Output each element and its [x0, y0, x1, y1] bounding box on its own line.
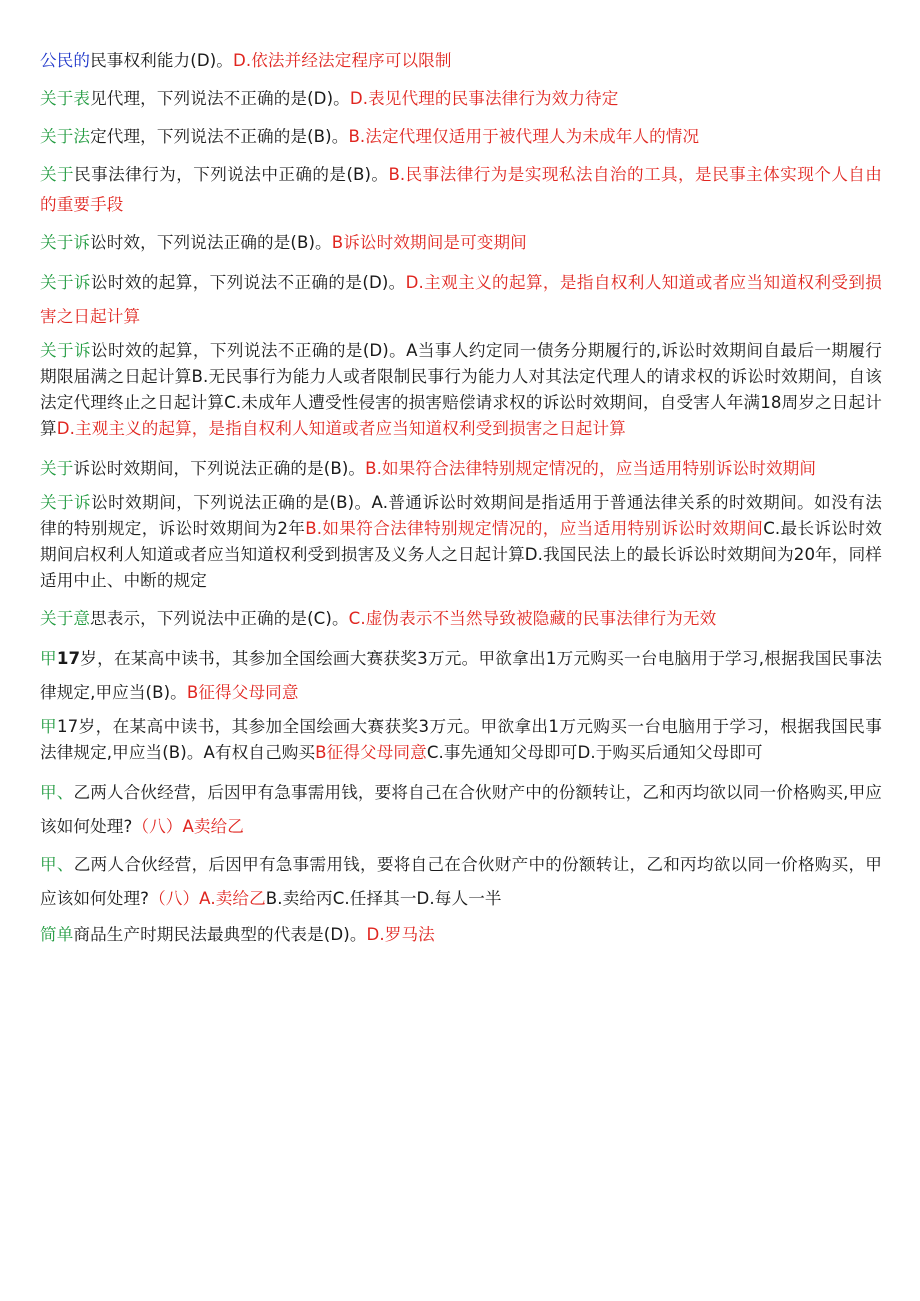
entry-tail: B.卖给丙C.任择其一D.每人一半 [265, 889, 502, 908]
entry-question: 讼时效，下列说法正确的是(B)。 [90, 233, 332, 252]
qa-entry [40, 452, 882, 486]
entry-answer: B.法定代理仅适用于被代理人为未成年人的情况 [348, 127, 700, 146]
entry-question: 乙两人合伙经营，后因甲有急事需用钱，要将自己在合伙财产中的份额转让，乙和丙均欲以同一价格购买,甲应该如何处理? [40, 783, 882, 836]
qa-entry [40, 714, 882, 766]
entry-lead: 甲、 [40, 783, 74, 802]
qa-entry [40, 228, 882, 258]
entry-lead: 甲 [40, 717, 57, 736]
entry-tail: C.最长诉讼时效期间启权利人知道或者应当知道权利受到损害及义务人之日起计算D.我国民法上的最长诉讼时效期间为20年，同样适用中止、中断的规定 [40, 519, 882, 590]
entry-question: 民事权利能力(D)。 [90, 51, 233, 70]
entry-lead: 关于意 [40, 609, 91, 628]
entry-answer: （八）A卖给乙 [132, 817, 245, 836]
qa-entry [40, 776, 882, 844]
entry-lead: 关于法 [40, 127, 91, 146]
entry-answer: D.主观主义的起算，是指自权利人知道或者应当知道权利受到损害之日起计算 [56, 419, 626, 438]
qa-list [40, 46, 882, 958]
entry-lead: 甲、 [40, 855, 74, 874]
entry-answer: B征得父母同意 [315, 743, 427, 762]
qa-entry [40, 604, 882, 634]
entry-question: 思表示，下列说法中正确的是(C)。 [90, 609, 349, 628]
entry-question: 岁，在某高中读书，其参加全国绘画大赛获奖3万元。甲欲拿出1万元购买一台电脑用于学习,根据我国民事法律规定,甲应当(B)。 [40, 649, 882, 702]
entry-lead: 关于表 [40, 89, 91, 108]
entry-question: 民事法律行为，下列说法中正确的是(B)。 [74, 165, 389, 184]
entry-question: 乙两人合伙经营，后因甲有急事需用钱，要将自己在合伙财产中的份额转让，乙和丙均欲以同一价格购买，甲应该如何处理? [40, 855, 882, 908]
entry-answer: B征得父母同意 [186, 683, 299, 702]
entry-question: 17岁，在某高中读书，其参加全国绘画大赛获奖3万元。甲欲拿出1万元购买一台电脑用于学习，根据我国民事法律规定,甲应当(B)。A有权自己购买 [40, 717, 882, 762]
qa-entry [40, 84, 882, 114]
qa-entry [40, 122, 882, 152]
entry-question: 讼时效的起算，下列说法不正确的是(D)。A当事人约定同一债务分期履行的,诉讼时效期间自最后一期履行期限届满之日起计算B.无民事行为能力人或者限制民事行为能力人对其法定代理人的请求权的诉讼时效期间，自该法定代理终止之日起计算C.未成年人遭受性侵害的损害赔偿请求权的诉讼时效期间，自受害人年满18周岁之日起计算 [40, 341, 882, 438]
entry-lead: 关于 [40, 459, 74, 478]
entry-question: 定代理，下列说法不正确的是(B)。 [90, 127, 349, 146]
entry-question: 讼时效期间，下列说法正确的是(B)。A.普通诉讼时效期间是指适用于普通法律关系的时效期间。如没有法律的特别规定，诉讼时效期间为2年 [40, 493, 882, 538]
qa-entry [40, 160, 882, 220]
entry-lead: 关于诉 [40, 341, 91, 360]
entry-lead: 关于诉 [40, 233, 91, 252]
entry-lead: 甲 [40, 649, 57, 668]
entry-answer: D.主观主义的起算，是指自权利人知道或者应当知道权利受到损害之日起计算 [40, 273, 882, 326]
entry-answer: B.民事法律行为是实现私法自治的工具，是民事主体实现个人自由的重要手段 [40, 165, 882, 214]
entry-lead: 简单 [40, 925, 74, 944]
entry-lead: 关于诉 [40, 493, 92, 512]
qa-entry [40, 46, 882, 76]
qa-entry [40, 642, 882, 710]
entry-question: 商品生产时期民法最典型的代表是(D)。 [73, 925, 367, 944]
entry-answer: B.如果符合法律特别规定情况的，应当适用特别诉讼时效期间 [365, 459, 817, 478]
entry-answer: B.如果符合法律特别规定情况的，应当适用特别诉讼时效期间 [305, 519, 764, 538]
entry-tail: C.事先通知父母即可D.于购买后通知父母即可 [426, 743, 763, 762]
qa-entry [40, 848, 882, 916]
entry-answer: D.依法并经法定程序可以限制 [232, 51, 452, 70]
entry-answer: D.表见代理的民事法律行为效力待定 [349, 89, 619, 108]
entry-question: 见代理，下列说法不正确的是(D)。 [90, 89, 350, 108]
entry-answer: （八）A.卖给乙 [149, 889, 266, 908]
qa-entry [40, 266, 882, 334]
entry-answer: C.虚伪表示不当然导致被隐藏的民事法律行为无效 [348, 609, 717, 628]
entry-question: 讼时效的起算，下列说法不正确的是(D)。 [90, 273, 406, 292]
entry-answer: B诉讼时效期间是可变期间 [331, 233, 527, 252]
entry-answer: D.罗马法 [366, 925, 435, 944]
entry-lead: 公民的 [40, 51, 91, 70]
entry-lead: 关于 [40, 165, 75, 184]
entry-lead: 关于诉 [40, 273, 91, 292]
qa-entry [40, 338, 882, 442]
qa-entry [40, 920, 882, 950]
entry-lead-bold: 17 [56, 649, 81, 668]
entry-question: 诉讼时效期间，下列说法正确的是(B)。 [73, 459, 366, 478]
qa-entry [40, 490, 882, 594]
